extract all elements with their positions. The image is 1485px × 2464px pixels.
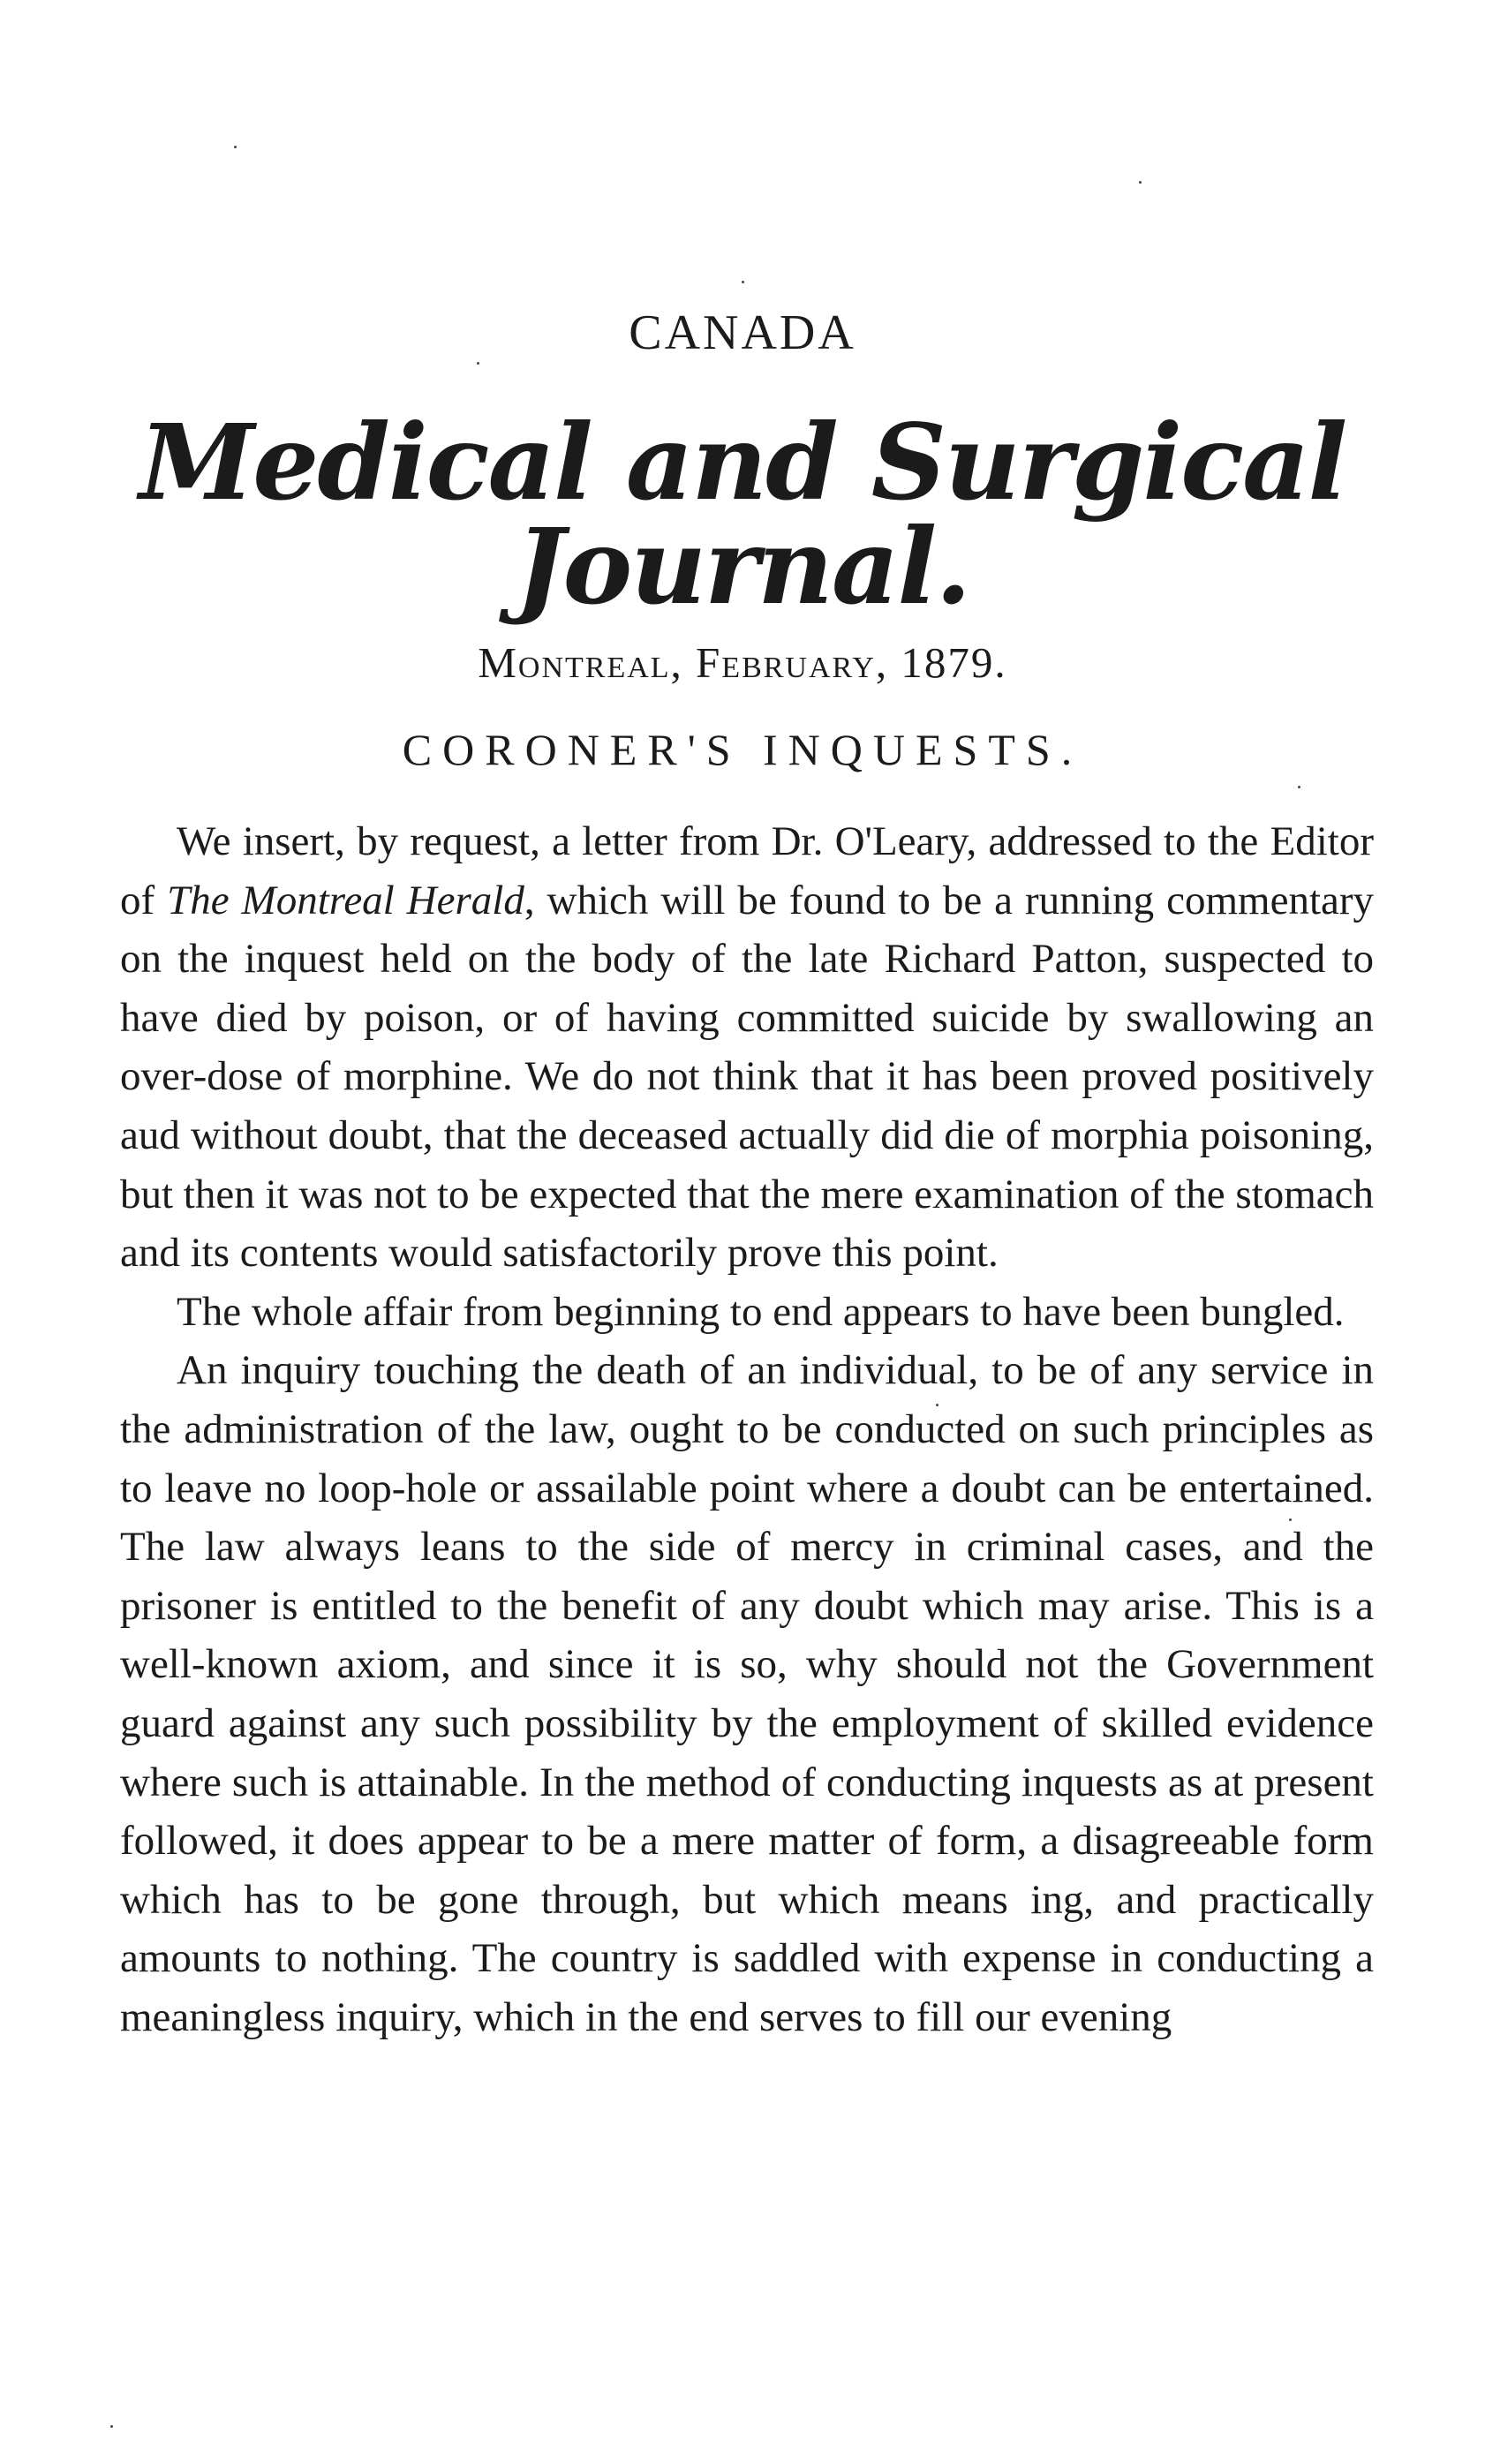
scan-speck [742, 281, 744, 283]
paragraph [120, 812, 1374, 1283]
paragraph: The whole affair from beginning to end appears to have been bungled. [177, 1288, 1345, 1335]
scan-speck [234, 146, 237, 148]
journal-kicker: CANADA [629, 305, 856, 360]
paragraph-text: , which will be found to be a running commentary on the inquest held on the body of the late Richard Patton, suspected to have died by poison, or of having committed suicide by swallowing an over-dose of morphine. We do not think that it has been proved positively aud without doubt, that the deceased actually did die of morphia poisoning, but then it was not to be expected that the mere examination of the stomach and its contents would satisfactorily prove this point. [120, 877, 1375, 1277]
newspaper-title: The Montreal Herald [167, 877, 524, 923]
dateline: Montreal, February, 1879. [478, 638, 1007, 687]
scan-speck [1298, 786, 1300, 788]
scan-speck [110, 2425, 113, 2428]
paragraph: An inquiry touching the death of an individual, to be of any service in the administration of the law, ought to be conducted on such principles as to leave no loop-hole or assailable point where a doubt can be entertained. The law always leans to the side of mercy in criminal cases, and the prisoner is entitled to the benefit of any doubt which may arise. This is a well-known axiom, and since it is so, why should not the Government guard against any such possibility by the employment of skilled evidence where such is attainable. In the method of conducting inquests as at present followed, it does appear to be a mere matter of form, a disagreeable form which has to be gone through, but which means ing, and practically amounts to nothing. The country is saddled with expense in conducting a meaningless inquiry, which in the end serves to fill our evening [120, 1347, 1374, 2040]
paragraph-text: We insert, by request, a letter from Dr. O'Leary, addressed to the Editor of [120, 818, 1374, 923]
scan-speck [1289, 1518, 1292, 1521]
article-body [120, 812, 1374, 2046]
scan-speck [936, 1404, 938, 1406]
scan-speck [477, 362, 479, 365]
scan-speck [1139, 181, 1142, 184]
journal-masthead: Medical and Surgical Journal. [139, 401, 1346, 628]
article-title: CORONER'S INQUESTS. [402, 725, 1083, 774]
